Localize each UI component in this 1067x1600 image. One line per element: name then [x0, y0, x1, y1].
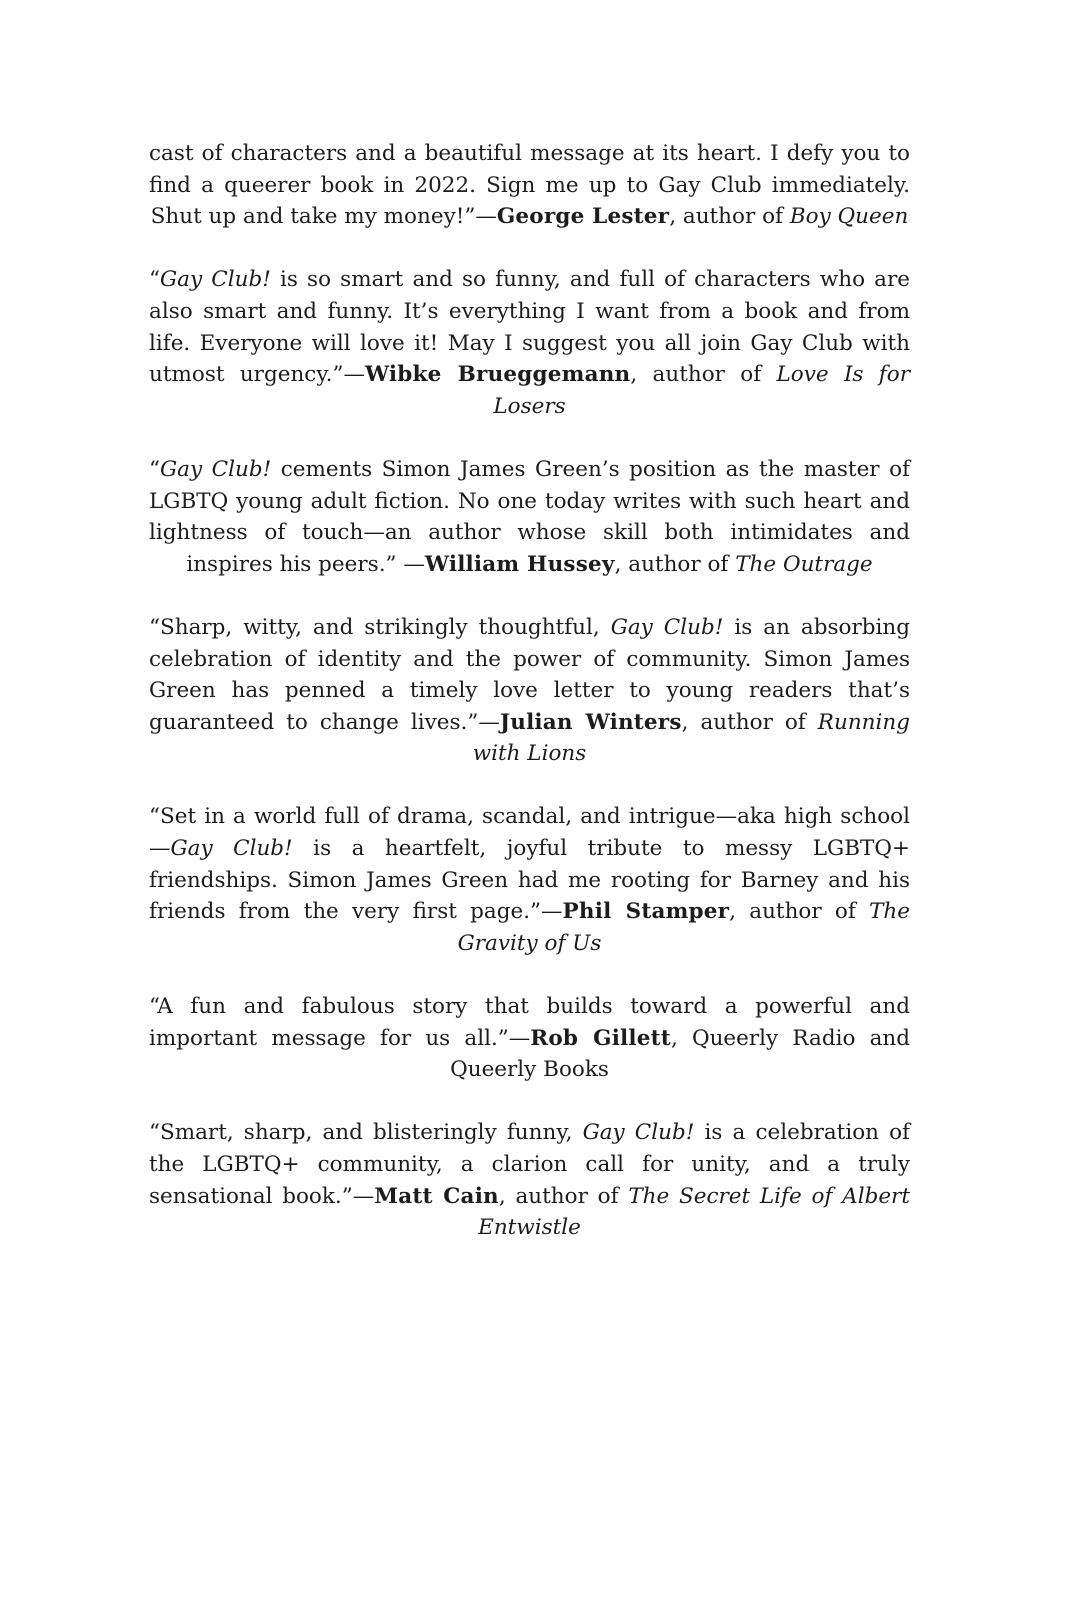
blurb-text: “Smart, sharp, and blisteringly funny,	[149, 1120, 583, 1146]
blurb-italic-title: Gay Club!	[160, 267, 271, 293]
blurb-italic-title: Gay Club!	[582, 1120, 695, 1146]
blurb-text: , author of	[681, 709, 818, 735]
blurb-text: , author of	[614, 551, 736, 577]
blurb-italic-title: Running with Lions	[472, 709, 910, 767]
blurb-text: , author of	[498, 1183, 629, 1209]
blurb-text: is a heartfelt, joyful tribute to messy LGBTQ+ friendships. Simon James Green had me rooting for Barney and his friends from the very first page.”—	[149, 836, 910, 925]
blurb-rob-gillett	[149, 991, 910, 1086]
praise-page	[149, 138, 910, 1275]
blurb-text: “A fun and fabulous story that builds toward a powerful and important message for us all.”—	[149, 994, 910, 1051]
blurb-text: “	[149, 456, 160, 482]
blurb-text: cast of characters and a beautiful message at its heart. I defy you to find a queerer book in 2022. Sign me up to Gay Club immediately. Shut up and take my money!”—	[149, 141, 910, 230]
blurb-matt-cain	[149, 1117, 910, 1243]
blurb-attribution-name: Matt Cain	[374, 1183, 499, 1209]
blurb-italic-title: Gay Club!	[160, 456, 272, 482]
blurb-text: , author of	[630, 362, 777, 388]
blurb-text: is an absorbing celebration of identity and the power of community. Simon James Green has penned a timely love letter to young readers that’s guaranteed to change lives.”—	[149, 614, 910, 735]
blurb-attribution-name: Rob Gillett	[530, 1025, 671, 1051]
blurb-text: “Sharp, witty, and strikingly thoughtful,	[149, 614, 611, 640]
blurb-italic-title: Love Is for Losers	[493, 362, 910, 419]
blurb-attribution-name: Phil Stamper	[562, 899, 730, 925]
blurb-george-lester	[149, 138, 910, 233]
blurb-attribution-name: William Hussey	[424, 551, 615, 577]
blurb-italic-title: Gay Club!	[170, 836, 293, 862]
blurb-text: is a celebration of the LGBTQ+ community, a clarion call for unity, and a truly sensational book.”—	[149, 1120, 910, 1209]
blurb-julian-winters	[149, 612, 910, 770]
blurb-italic-title: The Gravity of Us	[457, 899, 910, 956]
blurb-italic-title: The Outrage	[735, 551, 873, 577]
blurb-attribution-name: George Lester	[496, 204, 670, 230]
blurb-wibke-brueggemann	[149, 264, 910, 422]
blurb-text: “	[149, 267, 160, 293]
blurb-william-hussey	[149, 454, 910, 580]
blurb-text: , author of	[669, 204, 790, 230]
blurb-text: , author of	[729, 899, 870, 925]
blurb-text: “Set in a world full of drama, scandal, and intrigue—aka high school—	[149, 804, 910, 862]
blurb-phil-stamper	[149, 801, 910, 959]
blurb-italic-title: Boy Queen	[789, 204, 909, 230]
blurb-italic-title: Gay Club!	[610, 614, 724, 640]
blurb-attribution-name: Wibke Brueggemann	[364, 362, 631, 388]
blurb-text: , Queerly Radio and Queerly Books	[450, 1025, 910, 1083]
blurb-text: cements Simon James Green’s position as the master of LGBTQ young adult fiction. No one today writes with such heart and lightness of touch—an author whose skill both intimidates and inspires his peers.” —	[149, 456, 910, 577]
blurb-attribution-name: Julian Winters	[499, 709, 682, 735]
blurb-italic-title: The Secret Life of Albert Entwistle	[478, 1183, 910, 1241]
blurb-text: is so smart and so funny, and full of characters who are also smart and funny. It’s everything I want from a book and from life. Everyone will love it! May I suggest you all join Gay Club with utmost urgency.”—	[149, 267, 910, 388]
